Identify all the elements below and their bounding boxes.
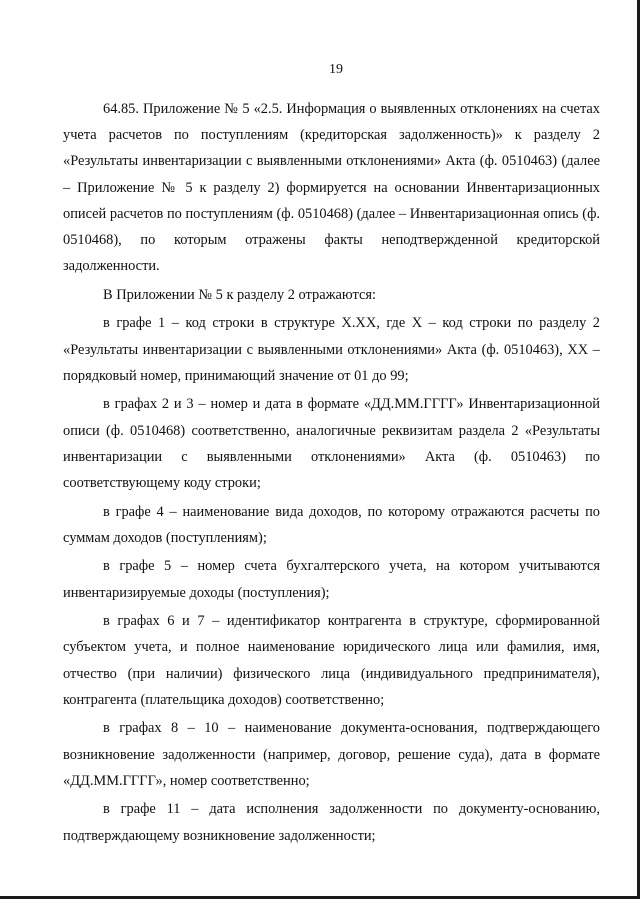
paragraph: в графах 6 и 7 – идентификатор контрагента в структуре, сформированной субъектом учета, и полное наименование юридического лица или фамилия, имя, отчество (при наличии) физического лица (индивидуального предпринимателя), контрагента (плательщика доходов) соответственно; <box>63 613 600 708</box>
paragraph: в графе 5 – номер счета бухгалтерского учета, на котором учитываются инвентаризируемые доходы (поступления); <box>63 558 600 601</box>
paragraph: в графе 11 – дата исполнения задолженности по документу-основанию, подтверждающему возникновение задолженности; <box>63 801 600 844</box>
paragraph: 64.85. Приложение № 5 «2.5. Информация о выявленных отклонениях на счетах учета расчетов по поступлениям (кредиторская задолженность)» к разделу 2 «Результаты инвентаризации с выявленными отклонениями» Акта (ф. 0510463) (далее – Приложение № 5 к разделу 2) формируется на основании Инвентаризационных описей расчетов по поступлениям (ф. 0510468) (далее – Инвентаризационная опись (ф. 0510468), по которым отражены факты неподтвержденной кредиторской задолженности. <box>63 101 600 275</box>
paragraph: в графах 8 – 10 – наименование документа-основания, подтверждающего возникновение задолженности (например, договор, решение суда), дата в формате «ДД.ММ.ГГГГ», номер соответственно; <box>63 720 600 789</box>
page-number: 19 <box>329 62 343 77</box>
paragraph: в графе 1 – код строки в структуре Х.ХХ, где Х – код строки по разделу 2 «Результаты инвентаризации с выявленными отклонениями» Акта (ф. 0510463), ХХ – порядковый номер, принимающий значение от 01 до 99; <box>63 315 600 384</box>
paragraph: В Приложении № 5 к разделу 2 отражаются: <box>103 286 376 303</box>
paragraph: в графе 4 – наименование вида доходов, по которому отражаются расчеты по суммам доходов (поступлениям); <box>63 503 600 546</box>
document-body <box>63 96 600 849</box>
paragraph: в графах 2 и 3 – номер и дата в формате «ДД.ММ.ГГГГ» Инвентаризационной описи (ф. 0510468) соответственно, аналогичные реквизитам раздела 2 «Результаты инвентаризации с выявленными отклонениями» Акта (ф. 0510463) по соответствующему коду строки; <box>63 396 600 492</box>
